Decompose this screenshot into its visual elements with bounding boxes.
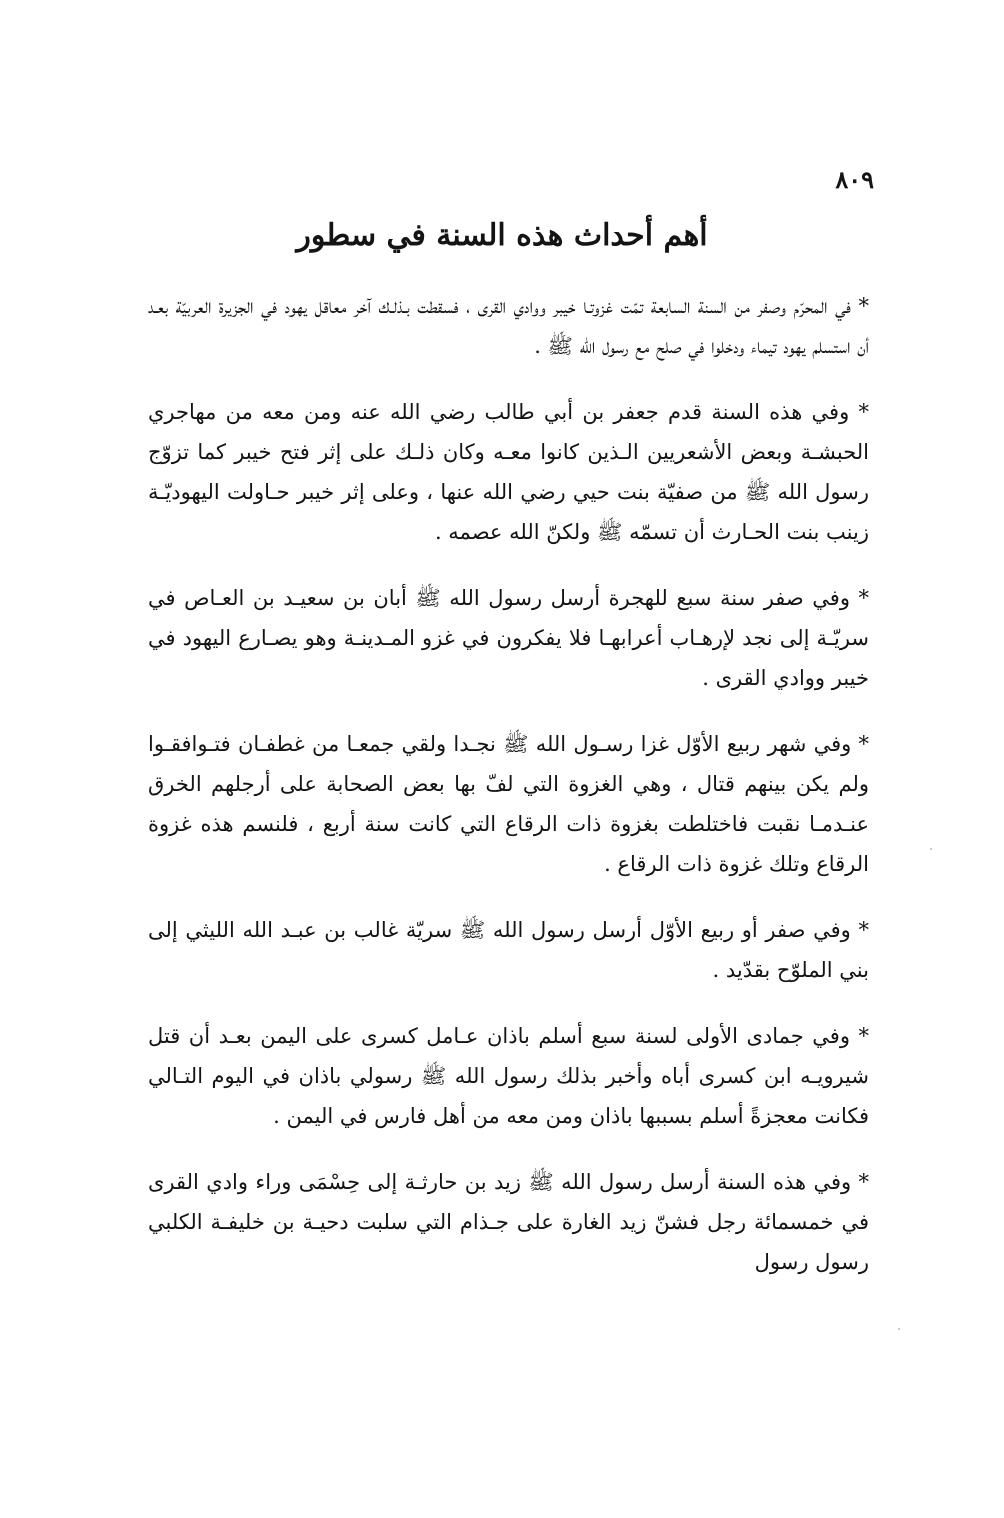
paragraph-ghalib-expedition: * وفي صفر أو ربيع الأوّل أرسل رسول الله ﷺ سريّة غالب بن عبـد الله الليثي إلى بني الملوّح بقدّيد . — [148, 918, 869, 982]
paragraph-jafar-return: * وفي هذه السنة قدم جعفر بن أبي طالب رضي الله عنه ومن معه من مهاجري الحبشـة وبعض الأشعريين الـذين كانوا معـه وكان ذلـك على إثر فتح خيبر كما تزوّج رسول الله ﷺ من صفيّة بنت حيي رضي الله عنها ، وعلى إثر خيبر حـاولت اليهوديّـة زينب بنت الحـارث أن تسمّه ﷺ ولكنّ الله عصمه . — [148, 400, 869, 544]
scan-speck — [898, 1328, 900, 1330]
paragraph-aban-najd: * وفي صفر سنة سبع للهجرة أرسل رسول الله ﷺ أبان بن سعيـد بن العـاص في سريّـة إلى نجد لإرهـاب أعرابهـا فلا يفكرون في غزو المـدينـة وهو يصـارع اليهود في خيبر ووادي القرى . — [148, 586, 869, 690]
body-text — [148, 286, 869, 1308]
paragraph-zayd-hisma: * وفي هذه السنة أرسل رسول الله ﷺ زيد بن حارثـة إلى حِسْمَى وراء وادي القرى في خمسمائة رجل فشنّ زيد الغارة على جـذام التي سلبت دحيـة بن خليفـة الكلبي رسول رسول — [148, 1170, 869, 1274]
paragraph-muharram-khaybar: * في المحرّم وصفر من السنة السابعة تمّت غزوتـا خيبر ووادي القرى ، فسقطت بـذلـك آخر معاقل يهود في الجزيرة العربيّة بعـد أن استسلم يهود تيماء ودخلوا في صلح مع رسول الله ﷺ . — [148, 294, 869, 358]
scan-speck — [930, 848, 932, 850]
paragraph-badhan-islam: * وفي جمادى الأولى لسنة سبع أسلم باذان عـامل كسرى على اليمن بعـد أن قتل شيرويـه ابن كسرى أباه وأخبر بذلك رسول الله ﷺ رسولي باذان في اليوم التـالي فكانت معجزةً أسلم بسببها باذان ومن معه من أهل فارس في اليمن . — [148, 1024, 869, 1128]
page-title: أهم أحداث هذه السنة في سطور — [296, 218, 708, 253]
page-number: ٨٠٩ — [835, 165, 874, 194]
paragraph-najd-raid: * وفي شهر ربيع الأوّل غزا رسـول الله ﷺ نجـدا ولقي جمعـا من غطفـان فتـوافقـوا ولم يكن بينهم قتال ، وهي الغزوة التي لفّ بها بعض الصحابة على أرجلهم الخرق عنـدمـا نقبت فاختلطت بغزوة ذات الرقاع التي كانت سنة أربع ، فلنسم هذه غزوة الرقاع وتلك غزوة ذات الرقاع . — [148, 732, 869, 876]
